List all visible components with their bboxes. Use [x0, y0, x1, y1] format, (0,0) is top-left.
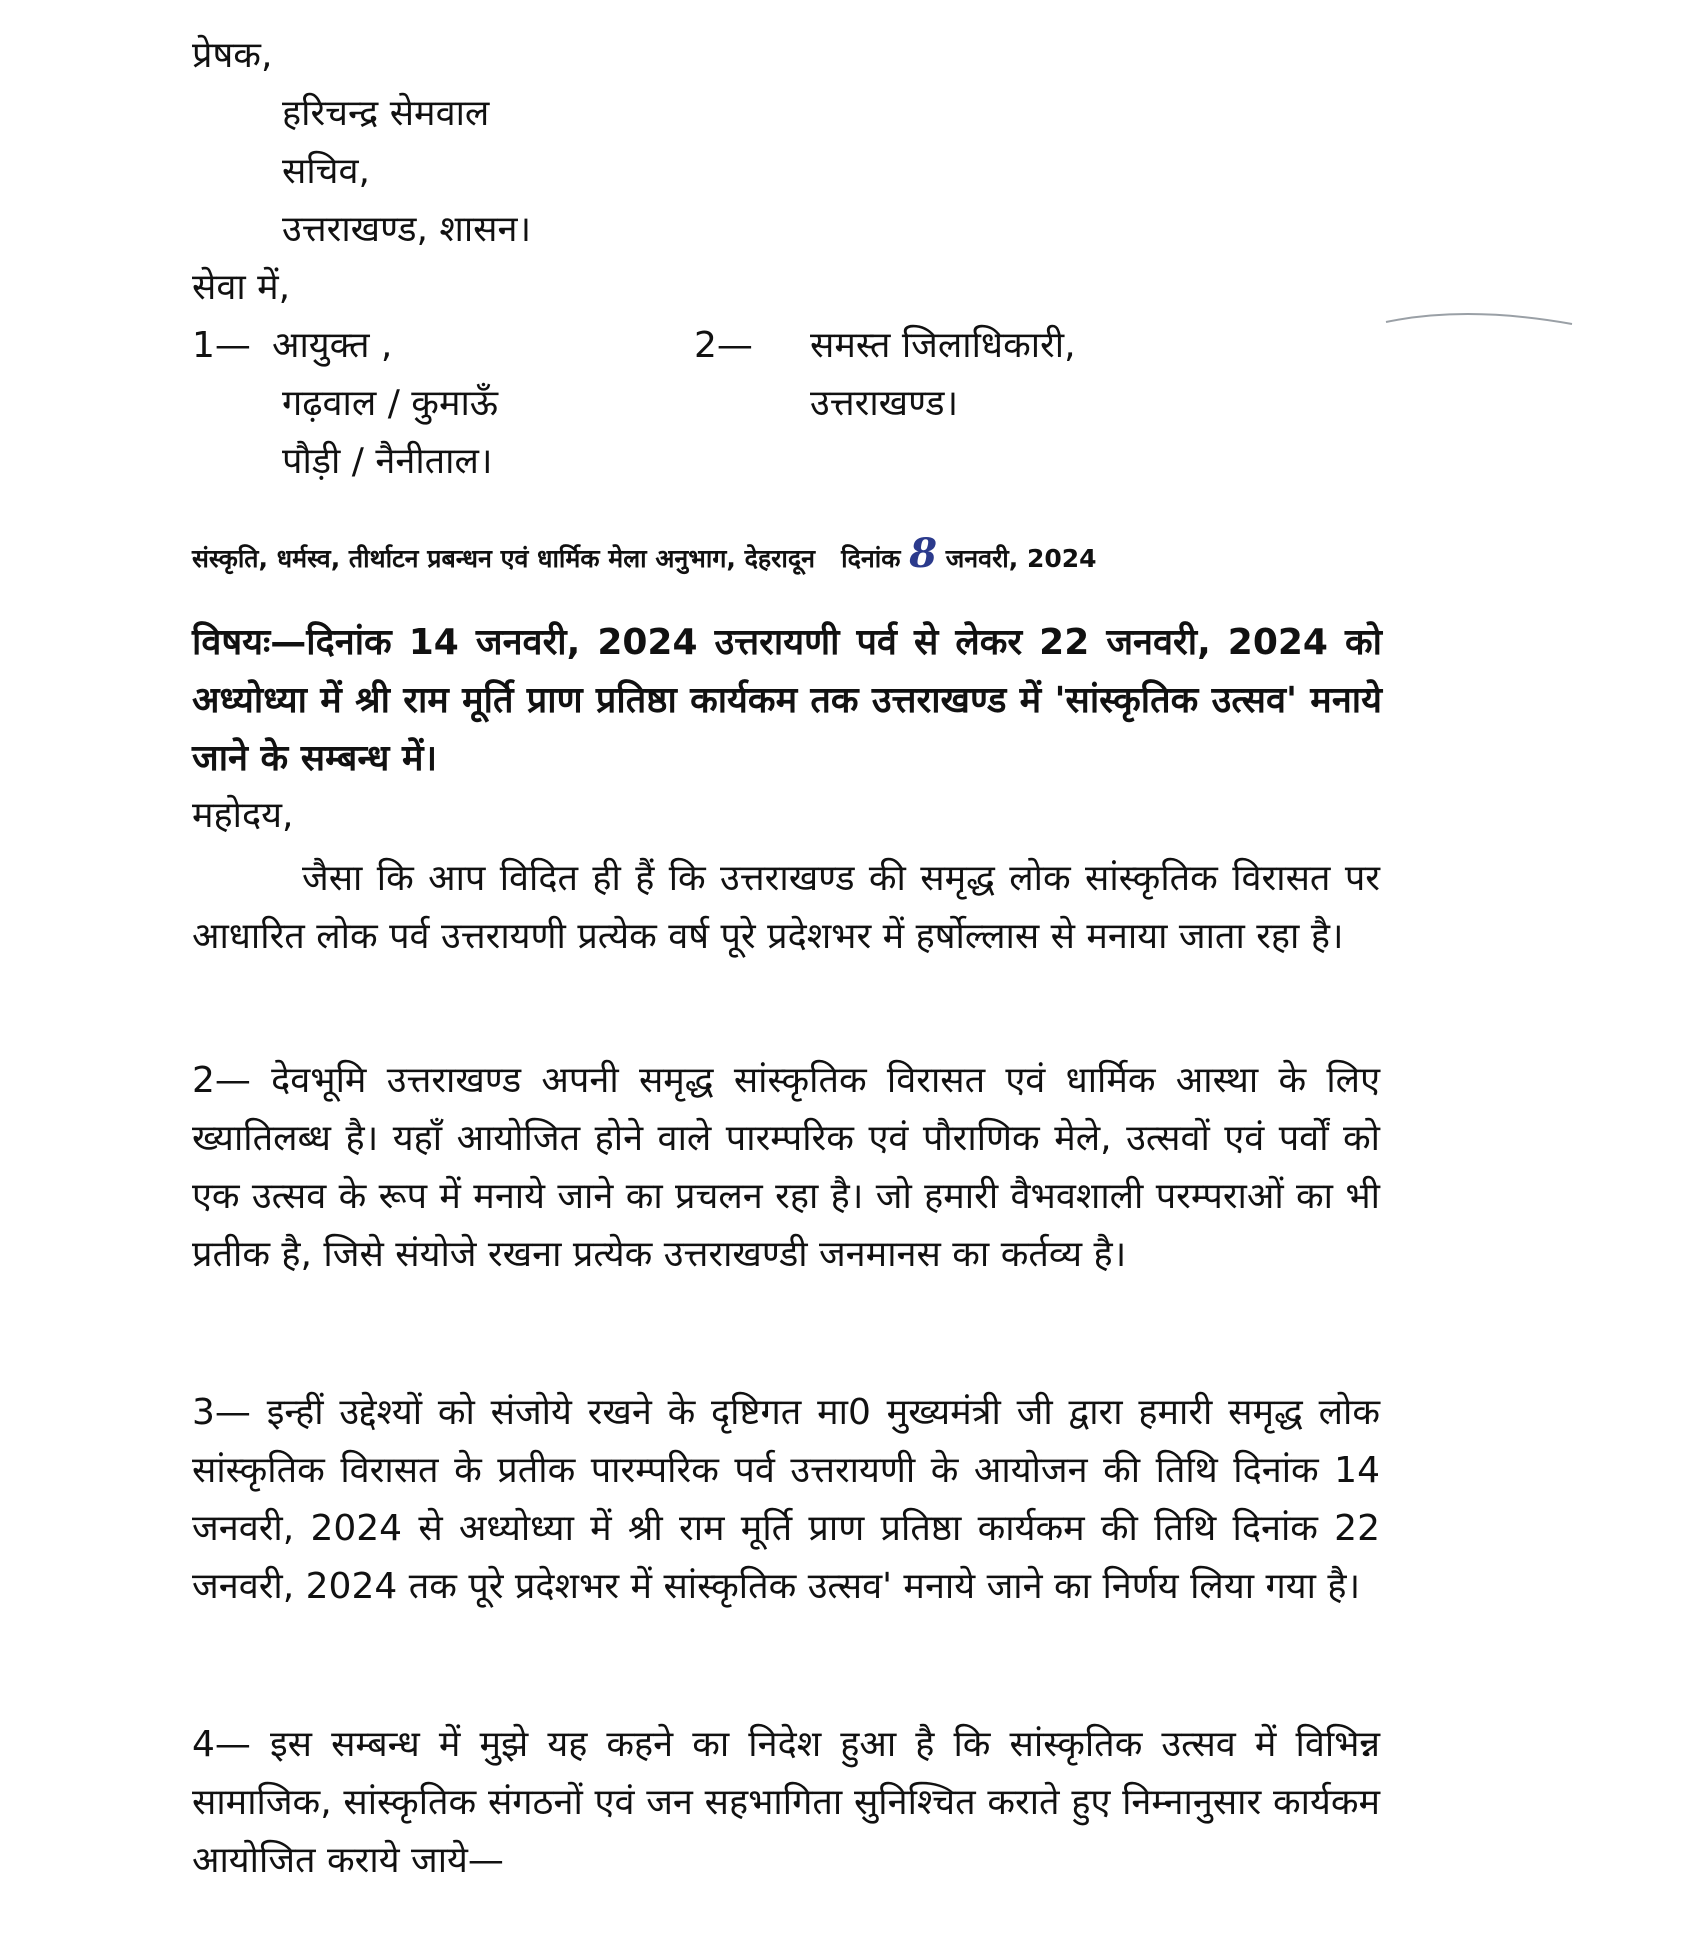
pen-stroke-mark — [1384, 308, 1574, 330]
department-name: संस्कृति, धर्मस्व, तीर्थाटन प्रबन्धन एवं धार्मिक मेला अनुभाग, देहरादून — [192, 544, 816, 573]
recipient-1-number: 1— — [192, 325, 251, 366]
date-label: दिनांक — [841, 544, 901, 573]
sender-designation: सचिव, — [282, 151, 370, 192]
recipient-1-line2: गढ़वाल / कुमाऊँ — [282, 383, 499, 424]
letter-subject: विषयः—दिनांक 14 जनवरी, 2024 उत्तरायणी पर्व से लेकर 22 जनवरी, 2024 को अध्योध्या में श्री राम मूर्ति प्राण प्रतिष्ठा कार्यकम तक उत्तराखण्ड में 'सांस्कृतिक उत्सव' मनाये जाने के सम्बन्ध में। — [192, 622, 1382, 779]
handwritten-date-day: 8 — [909, 530, 938, 577]
recipient-1-line3: पौड़ी / नैनीताल। — [282, 441, 493, 482]
recipient-1-line1: आयुक्त , — [272, 325, 393, 366]
salutation: महोदय, — [192, 795, 294, 836]
paragraph-4: 4— इस सम्बन्ध में मुझे यह कहने का निदेश हुआ है कि सांस्कृतिक उत्सव में विभिन्न सामाजिक, सांस्कृतिक संगठनों एवं जन सहभागिता सुनिश्चित कराते हुए निम्नानुसार कार्यकम आयोजित कराये जाये— — [192, 1724, 1380, 1881]
sender-heading: प्रेषक, — [192, 35, 273, 76]
paragraph-3: 3— इन्हीं उद्देश्यों को संजोये रखने के दृष्टिगत मा0 मुख्यमंत्री जी द्वारा हमारी समृद्ध लोक सांस्कृतिक विरासत के प्रतीक पारम्परिक पर्व उत्तरायणी के आयोजन की तिथि दिनांक 14 जनवरी, 2024 से अध्योध्या में श्री राम मूर्ति प्राण प्रतिष्ठा कार्यकम की तिथि दिनांक 22 जनवरी, 2024 तक पूरे प्रदेशभर में सांस्कृतिक उत्सव' मनाये जाने का निर्णय लिया गया है। — [192, 1392, 1380, 1607]
paragraph-2: 2— देवभूमि उत्तराखण्ड अपनी समृद्ध सांस्कृतिक विरासत एवं धार्मिक आस्था के लिए ख्यातिलब्ध है। यहाँ आयोजित होने वाले पारम्परिक एवं पौराणिक मेले, उत्सवों एवं पर्वों को एक उत्सव के रूप में मनाये जाने का प्रचलन रहा है। जो हमारी वैभवशाली परम्पराओं का भी प्रतीक है, जिसे संयोजे रखना प्रत्येक उत्तराखण्डी जनमानस का कर्तव्य है। — [192, 1060, 1380, 1275]
sender-name: हरिचन्द्र सेमवाल — [282, 93, 490, 134]
sender-office: उत्तराखण्ड, शासन। — [282, 209, 532, 250]
paragraph-1: जैसा कि आप विदित ही हैं कि उत्तराखण्ड की समृद्ध लोक सांस्कृतिक विरासत पर आधारित लोक पर्व उत्तरायणी प्रत्येक वर्ष पूरे प्रदेशभर में हर्षोल्लास से मनाया जाता रहा है। — [192, 858, 1380, 957]
section-line — [192, 530, 1097, 583]
recipient-2-line1: समस्त जिलाधिकारी, — [810, 325, 1076, 366]
recipient-2-number: 2— — [694, 325, 753, 366]
recipients-heading: सेवा में, — [192, 267, 291, 308]
date-month-year: जनवरी, 2024 — [945, 544, 1097, 573]
recipient-2-line2: उत्तराखण्ड। — [810, 383, 959, 424]
